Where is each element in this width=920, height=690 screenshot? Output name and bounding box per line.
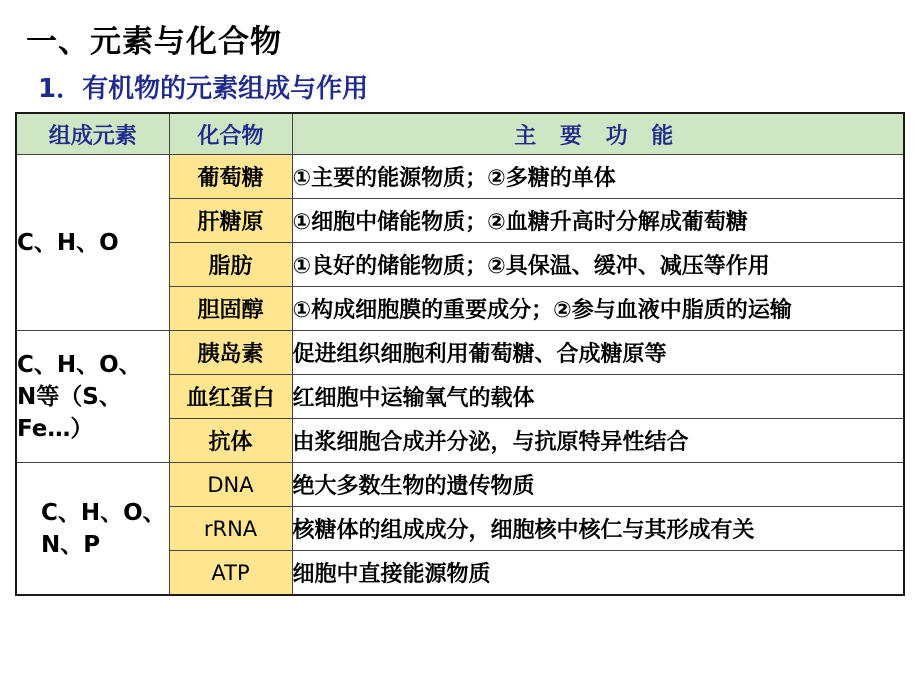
compound-cell: 葡萄糖 <box>169 155 292 199</box>
element-line: C、H、O、 <box>17 351 142 378</box>
compound-cell: rRNA <box>169 507 292 551</box>
element-line: N等（S、 <box>17 383 122 410</box>
compound-cell: 肝糖原 <box>169 199 292 243</box>
compound-cell: 脂肪 <box>169 243 292 287</box>
element-cell-cho: C、H、O <box>16 155 169 331</box>
table-header-row <box>16 113 904 155</box>
header-elements: 组成元素 <box>16 113 169 155</box>
compound-cell: 抗体 <box>169 419 292 463</box>
compound-cell: DNA <box>169 463 292 507</box>
element-line: Fe…） <box>17 415 94 442</box>
function-cell: 由浆细胞合成并分泌，与抗原特异性结合 <box>292 419 904 463</box>
compound-cell: 胰岛素 <box>169 331 292 375</box>
table-row <box>16 331 904 375</box>
function-cell: 促进组织细胞利用葡萄糖、合成糖原等 <box>292 331 904 375</box>
function-cell: ①构成细胞膜的重要成分；②参与血液中脂质的运输 <box>292 287 904 331</box>
header-function: 主 要 功 能 <box>292 113 904 155</box>
compound-cell: 血红蛋白 <box>169 375 292 419</box>
element-line: N、P <box>41 531 101 558</box>
compound-cell: 胆固醇 <box>169 287 292 331</box>
function-cell: ①细胞中储能物质；②血糖升高时分解成葡萄糖 <box>292 199 904 243</box>
table-row <box>16 463 904 507</box>
table-row <box>16 155 904 199</box>
function-cell: ①良好的储能物质；②具保温、缓冲、减压等作用 <box>292 243 904 287</box>
function-cell: 绝大多数生物的遗传物质 <box>292 463 904 507</box>
element-cell-chonp <box>16 463 169 596</box>
page-title: 一、元素与化合物 <box>26 24 282 60</box>
function-cell: 细胞中直接能源物质 <box>292 551 904 596</box>
function-cell: ①主要的能源物质；②多糖的单体 <box>292 155 904 199</box>
element-line: C、H、O、 <box>41 499 166 526</box>
compound-cell: ATP <box>169 551 292 596</box>
elements-compounds-table <box>15 112 905 596</box>
element-cell-chon <box>16 331 169 463</box>
header-compound: 化合物 <box>169 113 292 155</box>
function-cell: 核糖体的组成成分，细胞核中核仁与其形成有关 <box>292 507 904 551</box>
section-title: 1．有机物的元素组成与作用 <box>38 74 369 104</box>
function-cell: 红细胞中运输氧气的载体 <box>292 375 904 419</box>
